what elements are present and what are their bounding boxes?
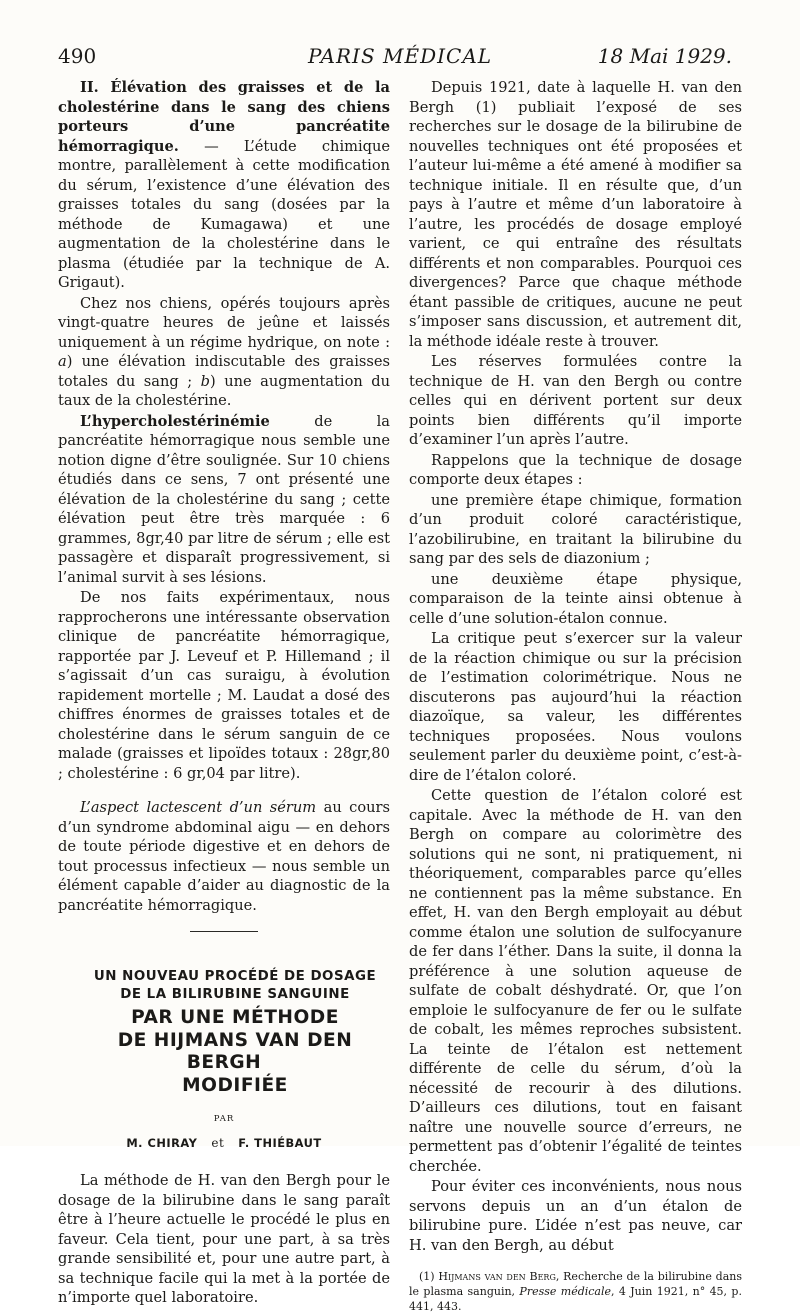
page-number: 490: [58, 44, 97, 68]
authors: M. CHIRAY et F. THIÉBAUT: [126, 1135, 322, 1150]
section-heading: II. Élévation des graisses et de la cholestérine dans le sang des chiens porteurs d’une pancréatite hémorragique.: [58, 79, 390, 155]
paragraph: La critique peut s’exercer sur la valeur de la réaction chimique ou sur la précision de l’estimation colorimétrique. Nous ne discuterons pas aujourd’hui la réaction diazoïque, sa valeur, les différentes techniques proposées. Nous voulons seulement parler du deuxième point, c’est-à-dire de l’étalon coloré.: [409, 630, 742, 784]
article-title-line: UN NOUVEAU PROCÉDÉ DE DOSAGE: [93, 969, 377, 984]
term-highlight: L’hypercholestérinémie: [80, 412, 270, 430]
paragraph: Depuis 1921, date à laquelle H. van den Bergh (1) publiait l’exposé de ses recherches sur le dosage de la bilirubine de nouvelles techniques ont été proposées et l’auteur lui-même a été amené à modifier sa technique initiale. Il en résulte que, d’un pays à l’autre et même d’un laboratoire à l’autre, les procédés de dosage employé varient, ce qui entraîne des résultats différents et non comparables. Pourquoi ces divergences? Parce que chaque méthode étant passible de critiques, aucune ne peut s’imposer sans discussion, et autrement dit, la méthode idéale reste à trouver.: [409, 79, 742, 350]
paragraph: L’hypercholestérinémie de la pancréatite hémorragique nous semble une notion digne d’être soulignée. Sur 10 chiens étudiés dans ce sens, 7 ont présenté une élévation de la cholestérine du sang ; cette élévation peut être très marquée : 6 grammes, 8gr,40 par litre de sérum ; elle est passagère et disparaît progressivement, si l’animal survit à ses lésions.: [58, 412, 390, 586]
issue-date: 18 Mai 1929.: [597, 44, 732, 68]
journal-title: PARIS MÉDICAL: [307, 44, 493, 68]
paragraph: Chez nos chiens, opérés toujours après vingt-quatre heures de jeûne et laissés uniquement à un régime hydrique, on note : a) une élévation indiscutable des graisses totales du sang ; b) une augmentation du taux de la cholestérine.: [58, 294, 391, 409]
right-column: [409, 78, 742, 1314]
paragraph: Rappelons que la technique de dosage comporte deux étapes :: [409, 451, 742, 488]
article-title-line: DE LA BILIRUBINE SANGUINE: [120, 987, 350, 1002]
article-title-line: DE HIJMANS VAN DEN BERGH: [117, 1030, 353, 1073]
article-title-line: MODIFIÉE: [182, 1075, 288, 1096]
paragraph: La méthode de H. van den Bergh pour le dosage de la bilirubine dans le sang paraît être à l’heure actuelle le procédé le plus en faveur. Cela tient, pour une part, à sa très grande sensibilité et, pour une autre part, à sa technique facile qui la met à la portée de n’importe quel laboratoire.: [58, 1172, 390, 1306]
paragraph: De nos faits expérimentaux, nous rapprocherons une intéressante observation clinique de pancréatite hémorragique, rapportée par J. Leveuf et P. Hillemand ; il s’agissait d’un cas suraigu, à évolution rapidement mortelle ; M. Laudat a dosé des chiffres énormes de graisses totales et de cholestérine dans le sérum sanguin de ce malade (graisses et lipoïdes totaux : 28gr,80 ; cholestérine : 6 gr,04 par litre).: [58, 589, 390, 782]
paragraph: Cette question de l’étalon coloré est capitale. Avec la méthode de H. van den Bergh on compare au colorimètre des solutions qui ne sont, ni pratiquement, ni théoriquement, comparables parce qu’elles ne contiennent pas la même substance. En effet, H. van den Bergh employait au début comme étalon une solution de sulfocyanure de fer dans l’éther. Dans la suite, il donna la préférence à une solution aqueuse de sulfate de cobalt déshydraté. Or, que l’on emploie le sulfocyanure de fer ou le sulfate de cobalt, les mêmes reproches subsistent. La teinte de l’étalon est nettement différente de celle du sérum, d’où la nécessité de recourir à des dilutions. D’ailleurs ces dilutions, tout en faisant naître une nouvelle source d’erreurs, ne permettent pas d’obtenir l’égalité de teintes cherchée.: [409, 787, 742, 1175]
left-column: [58, 78, 390, 1308]
author: M. CHIRAY: [126, 1135, 198, 1150]
author: F. THIÉBAUT: [238, 1135, 322, 1150]
paragraph: une première étape chimique, formation d’un produit coloré caractéristique, l’azobilirubine, en traitant la bilirubine du sang par des sels de diazonium ;: [409, 491, 742, 567]
paragraph: une deuxième étape physique, comparaison de la teinte ainsi obtenue à celle d’une solution-étalon connue.: [409, 570, 742, 627]
paragraph: L’aspect lactescent d’un sérum au cours d’un syndrome abdominal aigu — en dehors de toute période digestive et en dehors de tout processus infectieux — nous semble un élément capable d’aider au diagnostic de la pancréatite hémorragique.: [58, 799, 391, 914]
paragraph: Les réserves formulées contre la technique de H. van den Bergh ou contre celles qui en dérivent portent sur deux points bien différents qu’il importe d’examiner l’un après l’autre.: [409, 353, 742, 448]
section-divider: [190, 931, 258, 932]
article-title-line: PAR UNE MÉTHODE: [131, 1007, 339, 1028]
footnote: (1) Hijmans van den Berg, Recherche de la bilirubine dans le plasma sanguin, Presse médicale, 4 Juin 1921, n° 45, p. 441, 443.: [409, 1270, 742, 1313]
paragraph: II. Élévation des graisses et de la cholestérine dans le sang des chiens porteurs d’une pancréatite hémorragique. — L’étude chimique montre, parallèlement à cette modification du sérum, l’existence d’une élévation des graisses totales du sang (dosées par la méthode de Kumagawa) et une augmentation de la cholestérine dans le plasma (étudiée par la technique de A. Grigaut).: [58, 79, 390, 291]
byline-par: PAR: [213, 1114, 235, 1124]
paragraph: Pour éviter ces inconvénients, nous nous servons depuis un an d’un étalon de bilirubine pure. L’idée n’est pas neuve, car H. van den Bergh, au début: [409, 1178, 742, 1254]
